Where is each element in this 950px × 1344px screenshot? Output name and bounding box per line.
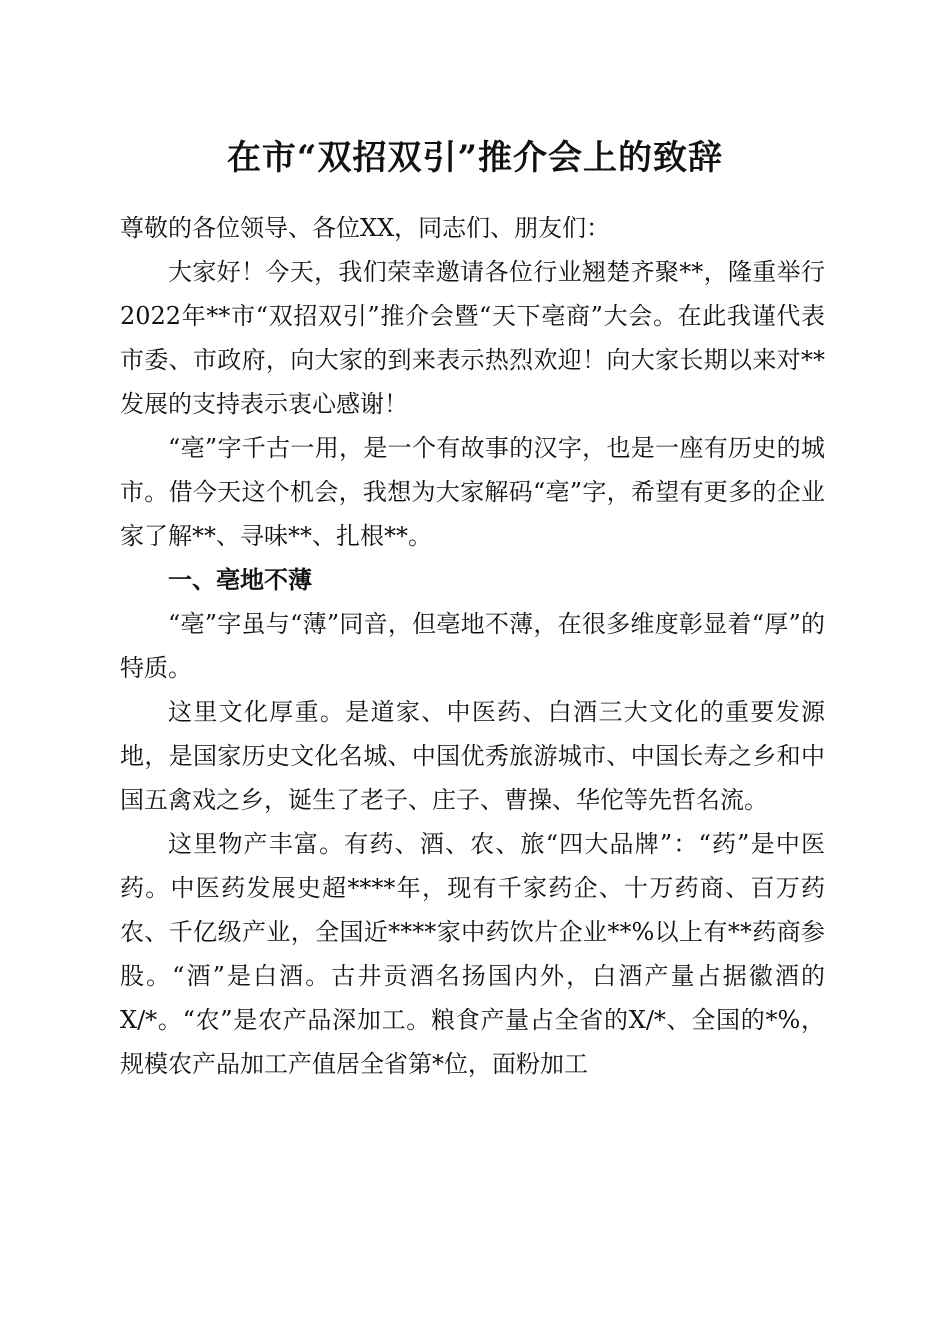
salutation: 尊敬的各位领导、各位XX，同志们、朋友们：	[120, 214, 611, 242]
paragraph-bo-not-thin: “亳”字虽与“薄”同音，但亳地不薄，在很多维度彰显着“厚”的特质。	[120, 610, 825, 682]
document-title: 在市“双招双引”推介会上的致辞	[226, 138, 724, 178]
paragraph-greeting: 大家好！今天，我们荣幸邀请各位行业翘楚齐聚**，隆重举行2022年**市“双招双引”推介会暨“天下亳商”大会。在此我谨代表市委、市政府，向大家的到来表示热烈欢迎！向大家长期以来对**发展的支持表示衷心感谢！	[120, 258, 825, 418]
paragraph-products: 这里物产丰富。有药、酒、农、旅“四大品牌”：“药”是中医药。中医药发展史超****年，现有千家药企、十万药商、百万药农、千亿级产业，全国近****家中药饮片企业**%以上有**药商参股。“酒”是白酒。古井贡酒名扬国内外，白酒产量占据徽酒的X/*。“农”是农产品深加工。粮食产量占全省的X/*、全国的*%，规模农产品加工产值居全省第*位，面粉加工	[120, 830, 825, 1078]
paragraph-culture: 这里文化厚重。是道家、中医药、白酒三大文化的重要发源地，是国家历史文化名城、中国优秀旅游城市、中国长寿之乡和中国五禽戏之乡，诞生了老子、庄子、曹操、华佗等先哲名流。	[120, 698, 825, 814]
document-body	[120, 206, 825, 1086]
section-heading: 一、亳地不薄	[168, 566, 312, 594]
paragraph-intro: “亳”字千古一用，是一个有故事的汉字，也是一座有历史的城市。借今天这个机会，我想为大家解码“亳”字，希望有更多的企业家了解**、寻味**、扎根**。	[120, 434, 825, 550]
